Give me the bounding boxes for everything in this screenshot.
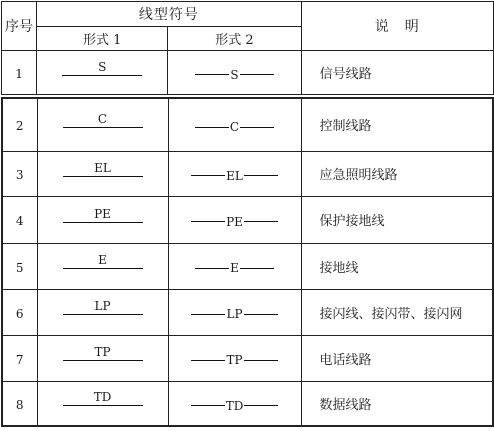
form2-code: PE <box>226 214 243 229</box>
form1-line <box>63 268 143 269</box>
header-description <box>301 2 493 51</box>
form2-line-left <box>191 405 225 406</box>
table-row <box>2 151 493 196</box>
form2-line-right <box>244 175 278 176</box>
form1-symbol <box>63 346 143 366</box>
row-description: 接闪线、接闪带、接闪网 <box>319 306 463 322</box>
row-description: 接地线 <box>319 260 359 276</box>
row-description: 应急照明线路 <box>319 168 398 183</box>
form1-code: S <box>98 59 107 74</box>
row-index: 8 <box>15 397 24 412</box>
form2-line-left <box>191 314 225 315</box>
form1-symbol <box>63 391 143 411</box>
header-symbol-group-label: 线型符号 <box>138 7 199 23</box>
form1-code: EL <box>94 160 111 175</box>
form1-symbol <box>63 254 143 274</box>
line-symbol-table-bottom <box>1 97 494 427</box>
header-symbol-group <box>37 2 302 27</box>
form2-line-left <box>195 268 229 269</box>
header-form1-label: 形式 1 <box>82 33 122 48</box>
form2-code: S <box>230 67 239 82</box>
form2-line-right <box>240 127 274 128</box>
form1-code: C <box>97 111 108 126</box>
row-description: 电话线路 <box>319 352 372 368</box>
header-form1 <box>37 27 168 51</box>
form2-line-right <box>240 74 274 75</box>
form1-code: E <box>98 253 107 267</box>
table-row <box>2 335 493 381</box>
form1-code: LP <box>94 299 111 313</box>
row-index: 7 <box>15 352 24 367</box>
form2-symbol <box>191 304 277 324</box>
table-row <box>2 381 493 426</box>
form2-symbol <box>195 65 273 85</box>
form1-symbol <box>63 300 143 320</box>
table-row <box>2 243 493 289</box>
form2-code: LP <box>226 307 243 322</box>
row-index: 6 <box>15 306 24 321</box>
form2-line-right <box>240 268 274 269</box>
form2-line-left <box>191 175 225 176</box>
form1-line <box>63 176 143 177</box>
row-index: 5 <box>15 260 24 275</box>
form1-line <box>63 314 143 315</box>
form2-line-left <box>195 74 229 75</box>
header-index-label: 序号 <box>5 19 34 35</box>
table-row <box>2 196 493 243</box>
header-description-label: 说 明 <box>374 19 420 35</box>
form2-line-right <box>244 314 278 315</box>
form2-code: C <box>229 120 240 134</box>
row-description: 控制线路 <box>319 119 372 135</box>
form2-symbol <box>191 396 279 416</box>
form1-symbol <box>63 162 143 182</box>
form2-code: TP <box>226 353 243 368</box>
row-index: 3 <box>15 168 24 182</box>
form2-line-left <box>191 221 225 222</box>
form1-symbol <box>63 208 143 228</box>
form1-line <box>63 405 143 406</box>
form2-symbol <box>191 350 277 370</box>
table-row <box>2 98 493 151</box>
form2-symbol <box>195 258 274 278</box>
form2-symbol <box>195 117 274 137</box>
form2-code: TD <box>225 398 244 413</box>
form1-line <box>63 222 143 223</box>
row-description: 保护接地线 <box>319 214 385 229</box>
row-index: 1 <box>15 67 23 81</box>
form2-line-right <box>244 221 278 222</box>
form1-line <box>62 75 142 76</box>
form2-symbol <box>191 166 278 186</box>
form2-line-right <box>244 360 278 361</box>
header-form2-label: 形式 2 <box>215 33 254 48</box>
line-symbol-table-top <box>1 1 494 95</box>
form2-line-left <box>191 360 225 361</box>
form1-line <box>63 360 143 361</box>
row-index: 2 <box>15 119 24 134</box>
table-row <box>2 289 493 335</box>
form1-symbol <box>62 61 142 81</box>
form2-line-right <box>244 405 278 406</box>
form1-code: TP <box>94 345 111 359</box>
table-row <box>2 51 494 95</box>
header-index <box>2 2 37 51</box>
form1-line <box>63 127 143 128</box>
row-description: 数据线路 <box>319 397 372 413</box>
form2-line-left <box>195 127 229 128</box>
form2-code: E <box>230 261 239 276</box>
form1-code: TD <box>93 390 112 405</box>
form2-symbol <box>191 212 278 232</box>
header-form2 <box>168 27 301 51</box>
form2-code: EL <box>226 168 243 183</box>
form1-code: PE <box>94 206 111 221</box>
row-index: 4 <box>15 214 24 228</box>
form1-symbol <box>63 113 143 133</box>
row-description: 信号线路 <box>319 67 372 82</box>
